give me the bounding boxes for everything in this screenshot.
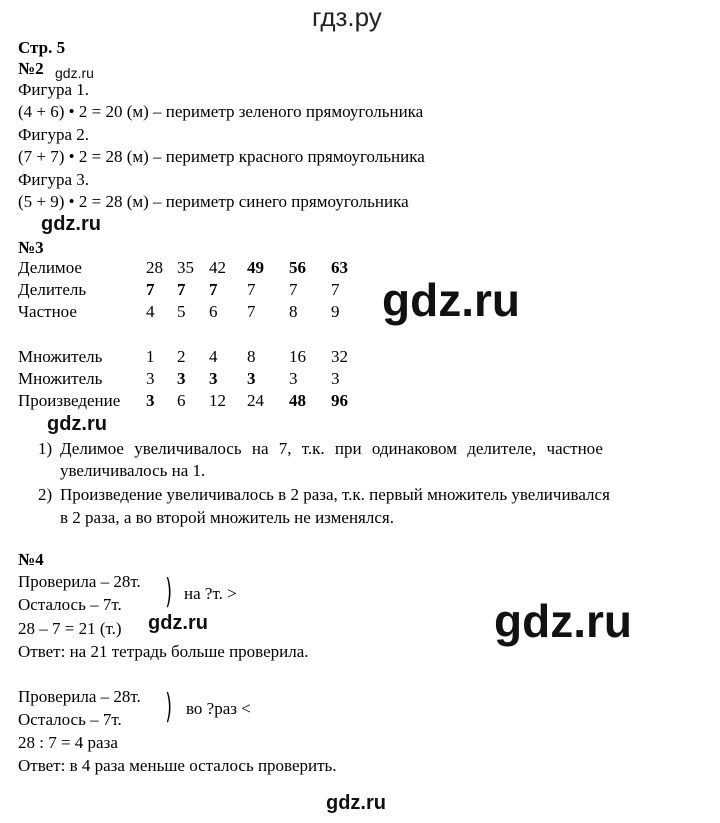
watermark: gdz.ru bbox=[47, 413, 107, 435]
task4-answer: Ответ: в 4 раза меньше осталось проверить. bbox=[18, 756, 337, 775]
table-cell: 4 bbox=[209, 347, 218, 366]
table-cell: 24 bbox=[247, 391, 264, 410]
table-cell: 42 bbox=[209, 258, 226, 277]
table-cell: 3 bbox=[146, 369, 155, 388]
multiplication-row bbox=[18, 346, 361, 368]
row-label: Делитель bbox=[18, 280, 87, 299]
row-label: Множитель bbox=[18, 369, 103, 388]
watermark: gdz.ru bbox=[41, 213, 101, 235]
table-cell: 16 bbox=[289, 347, 306, 366]
task2-line: (4 + 6) • 2 = 20 (м) – периметр зеленого прямоугольника bbox=[18, 102, 424, 121]
table-cell: 5 bbox=[177, 302, 186, 321]
table-cell: 4 bbox=[146, 302, 155, 321]
division-row bbox=[18, 257, 361, 279]
watermark: gdz.ru bbox=[148, 612, 208, 634]
task4-answer: Ответ: на 21 тетрадь больше проверила. bbox=[18, 642, 309, 661]
table-cell: 7 bbox=[247, 302, 256, 321]
task4-calc: 28 : 7 = 4 раза bbox=[18, 733, 118, 752]
task2-number: №2 bbox=[18, 59, 44, 78]
note-text: Произведение увеличивалось в 2 раза, т.к. первый множитель увеличивался bbox=[60, 485, 610, 504]
note-text: Делимое увеличивалось на 7, т.к. при одинаковом делителе, частное bbox=[60, 439, 603, 458]
table-cell: 48 bbox=[289, 391, 306, 410]
task2-line: (5 + 9) • 2 = 28 (м) – периметр синего прямоугольника bbox=[18, 192, 409, 211]
table-cell: 63 bbox=[331, 258, 348, 277]
note-text: увеличивалось на 1. bbox=[60, 461, 206, 480]
table-cell: 3 bbox=[209, 369, 218, 388]
row-label: Произведение bbox=[18, 391, 121, 410]
table-cell: 7 bbox=[146, 280, 155, 299]
brace-icon: ) bbox=[165, 572, 172, 612]
page-label: Стр. 5 bbox=[18, 38, 66, 57]
site-header: гдз.ру bbox=[312, 2, 382, 32]
table-cell: 28 bbox=[146, 258, 163, 277]
table-cell: 6 bbox=[177, 391, 186, 410]
table-cell: 7 bbox=[209, 280, 218, 299]
task4-question: во ?раз < bbox=[186, 699, 251, 718]
multiplication-table bbox=[18, 346, 361, 412]
table-cell: 3 bbox=[331, 369, 340, 388]
table-cell: 49 bbox=[247, 258, 264, 277]
table-cell: 3 bbox=[289, 369, 298, 388]
row-label: Делимое bbox=[18, 258, 82, 277]
row-label: Множитель bbox=[18, 347, 103, 366]
task4-given: Осталось – 7т. bbox=[18, 710, 122, 729]
task4-calc: 28 – 7 = 21 (т.) bbox=[18, 619, 122, 638]
watermark: gdz.ru bbox=[326, 792, 386, 814]
task4-given: Проверила – 28т. bbox=[18, 687, 141, 706]
brace-icon: ) bbox=[165, 687, 172, 727]
division-row bbox=[18, 279, 361, 301]
multiplication-row bbox=[18, 368, 361, 390]
multiplication-row bbox=[18, 390, 361, 412]
table-cell: 7 bbox=[289, 280, 298, 299]
task4-question: на ?т. > bbox=[184, 584, 237, 603]
table-cell: 3 bbox=[146, 391, 155, 410]
table-cell: 8 bbox=[289, 302, 298, 321]
task2-line: Фигура 3. bbox=[18, 170, 90, 189]
note-number: 2) bbox=[38, 485, 53, 504]
table-cell: 8 bbox=[247, 347, 256, 366]
division-row bbox=[18, 301, 361, 323]
task2-line: Фигура 1. bbox=[18, 80, 90, 99]
table-cell: 2 bbox=[177, 347, 186, 366]
task2-line: Фигура 2. bbox=[18, 125, 90, 144]
watermark-large: gdz.ru bbox=[382, 274, 520, 326]
task2-line: (7 + 7) • 2 = 28 (м) – периметр красного прямоугольника bbox=[18, 147, 425, 166]
table-cell: 7 bbox=[331, 280, 340, 299]
table-cell: 7 bbox=[177, 280, 186, 299]
table-cell: 96 bbox=[331, 391, 348, 410]
note-text: в 2 раза, а во второй множитель не изменялся. bbox=[60, 508, 394, 527]
watermark-large: gdz.ru bbox=[494, 595, 632, 647]
table-cell: 9 bbox=[331, 302, 340, 321]
table-cell: 1 bbox=[146, 347, 155, 366]
table-cell: 35 bbox=[177, 258, 194, 277]
watermark-small-top: gdz.ru bbox=[55, 65, 94, 81]
task4-given: Осталось – 7т. bbox=[18, 595, 122, 614]
table-cell: 6 bbox=[209, 302, 218, 321]
table-cell: 3 bbox=[247, 369, 256, 388]
row-label: Частное bbox=[18, 302, 77, 321]
table-cell: 3 bbox=[177, 369, 186, 388]
note-number: 1) bbox=[38, 439, 53, 458]
division-table bbox=[18, 257, 361, 323]
table-cell: 7 bbox=[247, 280, 256, 299]
table-cell: 32 bbox=[331, 347, 348, 366]
task3-number: №3 bbox=[18, 238, 44, 257]
table-cell: 56 bbox=[289, 258, 306, 277]
task4-number: №4 bbox=[18, 550, 44, 569]
table-cell: 12 bbox=[209, 391, 226, 410]
task4-given: Проверила – 28т. bbox=[18, 572, 141, 591]
